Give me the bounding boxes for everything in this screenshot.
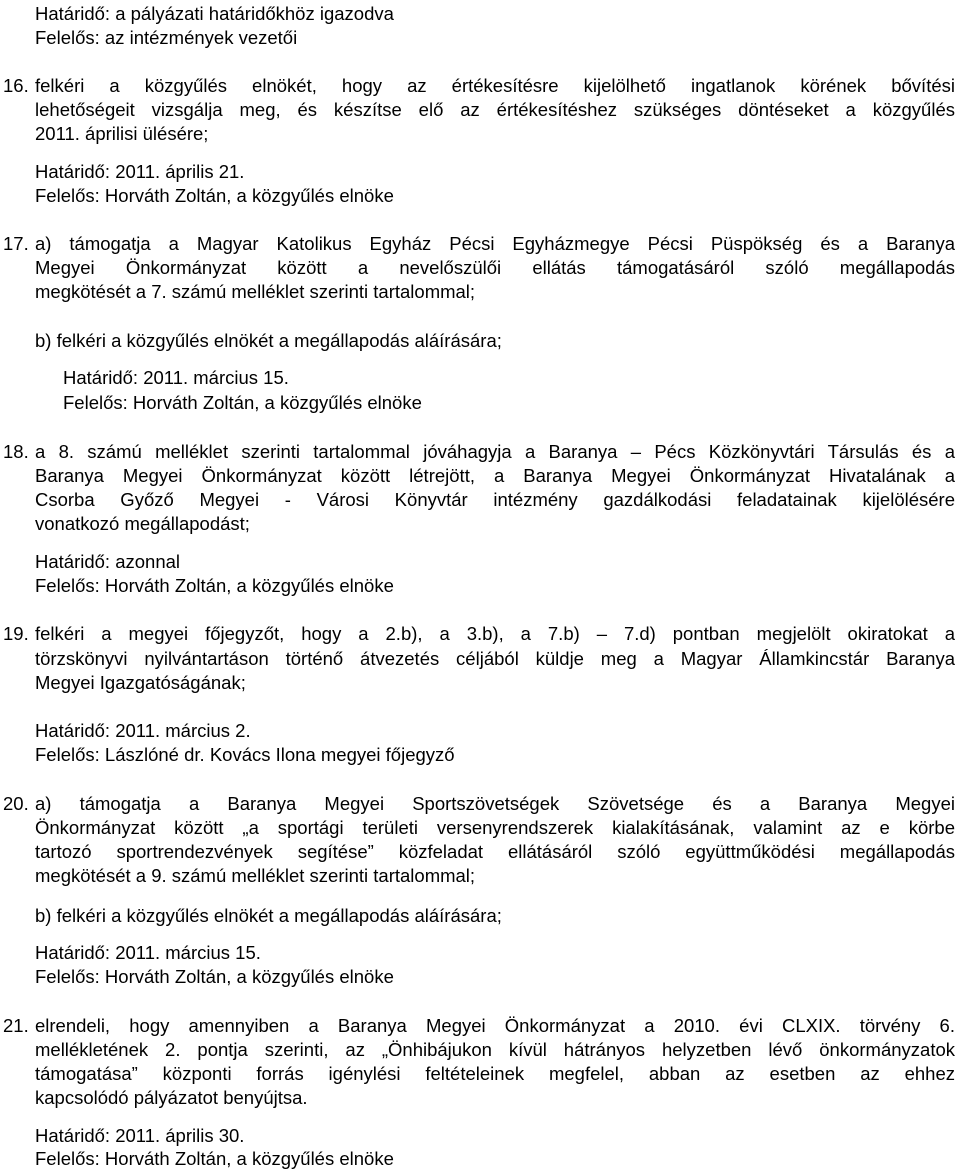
item-number: 21.: [3, 1015, 29, 1036]
item-text: Baranya Megyei Önkormányzat között létrejött, a Baranya Megyei Önkormányzat Hivatalának a: [35, 465, 955, 486]
item-text: Önkormányzat között „a sportági területi versenyrendszerek kialakításának, valamint az e körbe: [35, 817, 955, 838]
item-text: b) felkéri a közgyűlés elnökét a megállapodás aláírására;: [35, 905, 502, 926]
responsible-line: Felelős: Horváth Zoltán, a közgyűlés elnöke: [35, 575, 394, 596]
item-text: Csorba Győző Megyei - Városi Könyvtár intézmény gazdálkodási feladatainak kijelölésére: [35, 489, 955, 510]
item-text: megkötését a 9. számú melléklet szerinti tartalommal;: [35, 865, 476, 886]
deadline-line: Határidő: 2011. március 2.: [35, 720, 251, 741]
item-text: vonatkozó megállapodást;: [35, 513, 250, 534]
item-number: 18.: [3, 441, 29, 462]
deadline-line: Határidő: 2011. április 21.: [35, 161, 245, 182]
responsible-line: Felelős: Horváth Zoltán, a közgyűlés elnöke: [35, 1148, 394, 1169]
item-number: 19.: [3, 623, 29, 644]
item-text: felkéri a közgyűlés elnökét, hogy az értékesítésre kijelölhető ingatlanok körének bővítési: [35, 75, 955, 96]
item-text: kapcsolódó pályázatot benyújtsa.: [35, 1087, 308, 1108]
item-text: támogatása” központi forrás igénylési feltételeinek megfelel, abban az esetben az ehhez: [35, 1063, 955, 1084]
item-text: b) felkéri a közgyűlés elnökét a megállapodás aláírására;: [35, 330, 502, 351]
item-text: Megyei Önkormányzat között a nevelőszülői ellátás támogatásáról szóló megállapodás: [35, 257, 955, 278]
item-text: törzskönyvi nyilvántartáson történő átvezetés céljából küldje meg a Magyar Államkincstár Baranya: [35, 648, 955, 669]
item-text: elrendeli, hogy amennyiben a Baranya Megyei Önkormányzat a 2010. évi CLXIX. törvény 6.: [35, 1015, 955, 1036]
deadline-line: Határidő: a pályázati határidőkhöz igazodva: [35, 3, 394, 24]
responsible-line: Felelős: Horváth Zoltán, a közgyűlés elnöke: [35, 966, 394, 987]
item-text: lehetőségeit vizsgálja meg, és készítse elő az értékesítéshez szükséges döntéseket a közgyűlés: [35, 99, 955, 120]
deadline-line: Határidő: 2011. március 15.: [35, 942, 261, 963]
item-text: a) támogatja a Magyar Katolikus Egyház Pécsi Egyházmegye Pécsi Püspökség és a Baranya: [35, 233, 955, 254]
responsible-line: Felelős: Horváth Zoltán, a közgyűlés elnöke: [35, 185, 394, 206]
item-text: a) támogatja a Baranya Megyei Sportszövetségek Szövetsége és a Baranya Megyei: [35, 793, 955, 814]
item-number: 17.: [3, 233, 29, 254]
deadline-line: Határidő: 2011. március 15.: [63, 367, 289, 388]
item-text: Megyei Igazgatóságának;: [35, 672, 246, 693]
responsible-line: Felelős: az intézmények vezetői: [35, 27, 298, 48]
item-text: felkéri a megyei főjegyzőt, hogy a 2.b), a 3.b), a 7.b) – 7.d) pontban megjelölt okiratokat a: [35, 623, 955, 644]
item-text: tartozó sportrendezvények segítése” közfeladat ellátásáról szóló együttműködési megállapodás: [35, 841, 955, 862]
item-number: 20.: [3, 793, 29, 814]
item-number: 16.: [3, 75, 29, 96]
responsible-line: Felelős: Horváth Zoltán, a közgyűlés elnöke: [63, 392, 422, 413]
deadline-line: Határidő: 2011. április 30.: [35, 1125, 245, 1146]
item-text: megkötését a 7. számú melléklet szerinti tartalommal;: [35, 281, 476, 302]
item-text: 2011. áprilisi ülésére;: [35, 123, 209, 144]
deadline-line: Határidő: azonnal: [35, 551, 181, 572]
responsible-line: Felelős: Lászlóné dr. Kovács Ilona megyei főjegyző: [35, 744, 455, 765]
item-text: a 8. számú melléklet szerinti tartalommal jóváhagyja a Baranya – Pécs Közkönyvtári Társulás és a: [35, 441, 955, 462]
item-text: mellékletének 2. pontja szerinti, az „Önhibájukon kívül hátrányos helyzetben lévő önkormányzatok: [35, 1039, 955, 1060]
